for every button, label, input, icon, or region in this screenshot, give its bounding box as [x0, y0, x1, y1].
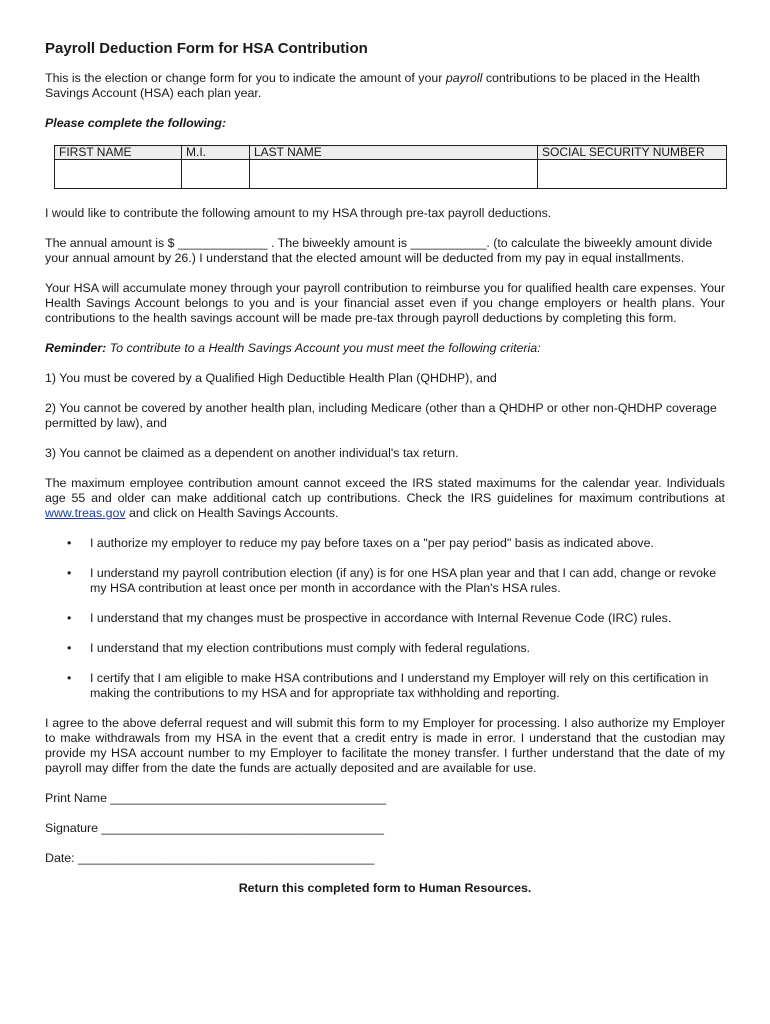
- maximum-paragraph: [45, 476, 725, 521]
- list-item-text: I understand my payroll contribution election (if any) is for one HSA plan year and that I can add, change or revoke my HSA contribution at least once per month in accordance with the Plan's HSA rules.: [90, 566, 717, 595]
- criteria-item-3: 3) You cannot be claimed as a dependent on another individual's tax return.: [45, 446, 459, 460]
- list-item: [45, 611, 725, 626]
- header-last-name: LAST NAME: [250, 146, 538, 160]
- maximum-text-before: The maximum employee contribution amount cannot exceed the IRS stated maximums for the calendar year. Individuals age 55 and older can make additional catch up contributions. Check the IRS guidelines for maximum contributions at: [45, 476, 725, 505]
- reminder-label: Reminder:: [45, 341, 107, 355]
- ssn-field[interactable]: [538, 160, 727, 189]
- accumulate-paragraph: Your HSA will accumulate money through your payroll contribution to reimburse you for qualified health care expenses. Your Health Savings Account belongs to you and is your financial asset even if you change employers or health plans. Your contributions to the health savings account will be made pre-tax through payroll deductions by completing this form.: [45, 281, 725, 325]
- criteria-item-1: 1) You must be covered by a Qualified High Deductible Health Plan (QHDHP), and: [45, 371, 497, 385]
- first-name-field[interactable]: [55, 160, 182, 189]
- bullet-icon: •: [67, 536, 72, 550]
- annual-amount-paragraph: The annual amount is $ _____________ . The biweekly amount is ___________. (to calculate the biweekly amount divide your annual amount by 26.) I understand that the elected amount will be deducted from my pay in equal installments.: [45, 236, 713, 265]
- agree-paragraph: I agree to the above deferral request and will submit this form to my Employer for processing. I also authorize my Employer to make withdrawals from my HSA in the event that a credit entry is made in error. I understand that the custodian may provide my HSA account number to my Employer to facilitate the money transfer. I further understand that the date of my payroll may differ from the date the funds are actually deposited and are available for use.: [45, 716, 725, 775]
- intro-text-italic: payroll: [445, 71, 483, 85]
- list-item-text: I authorize my employer to reduce my pay before taxes on a "per pay period" basis as indicated above.: [90, 536, 654, 550]
- last-name-field[interactable]: [250, 160, 538, 189]
- date-line[interactable]: Date: ___________________________________________: [45, 851, 375, 865]
- page-title: Payroll Deduction Form for HSA Contribution: [45, 40, 368, 57]
- maximum-text-after: and click on Health Savings Accounts.: [125, 506, 339, 520]
- bullet-icon: •: [67, 671, 72, 685]
- header-first-name: FIRST NAME: [55, 146, 182, 160]
- list-item: [45, 671, 725, 701]
- reminder-text: To contribute to a Health Savings Account you must meet the following criteria:: [106, 341, 541, 355]
- list-item: [45, 536, 725, 551]
- header-ssn: SOCIAL SECURITY NUMBER: [538, 146, 727, 160]
- criteria-item-2: 2) You cannot be covered by another health plan, including Medicare (other than a QHDHP or other non-QHDHP coverage permitted by law), and: [45, 401, 717, 430]
- intro-paragraph: [45, 71, 725, 101]
- treas-gov-link[interactable]: www.treas.gov: [45, 506, 126, 520]
- bullet-icon: •: [67, 566, 72, 580]
- list-item-text: I understand that my election contributions must comply with federal regulations.: [90, 641, 531, 655]
- intro-text-before: This is the election or change form for you to indicate the amount of your: [45, 71, 446, 85]
- reminder-paragraph: [45, 341, 725, 356]
- list-item-text: I understand that my changes must be prospective in accordance with Internal Revenue Code (IRC) rules.: [90, 611, 672, 625]
- list-item: [45, 566, 725, 596]
- complete-heading: Please complete the following:: [45, 116, 227, 130]
- bullet-icon: •: [67, 611, 72, 625]
- return-instruction: Return this completed form to Human Resources.: [238, 881, 532, 895]
- contribute-line: I would like to contribute the following amount to my HSA through pre-tax payroll deductions.: [45, 206, 552, 220]
- table-header-row: [55, 146, 727, 160]
- intro-text-after: contributions to be placed in the Health Savings Account (HSA) each plan year.: [45, 71, 701, 100]
- list-item: [45, 641, 725, 656]
- header-mi: M.I.: [182, 146, 250, 160]
- form-page: [45, 40, 725, 911]
- acknowledgement-list: [45, 536, 725, 701]
- bullet-icon: •: [67, 641, 72, 655]
- print-name-line[interactable]: Print Name ________________________________________: [45, 791, 387, 805]
- table-input-row: [55, 160, 727, 189]
- list-item-text: I certify that I am eligible to make HSA contributions and I understand my Employer will rely on this certification in making the contributions to my HSA and for appropriate tax withholding and reporting.: [90, 671, 709, 700]
- mi-field[interactable]: [182, 160, 250, 189]
- signature-line[interactable]: Signature _________________________________________: [45, 821, 385, 835]
- employee-info-table: [54, 145, 727, 189]
